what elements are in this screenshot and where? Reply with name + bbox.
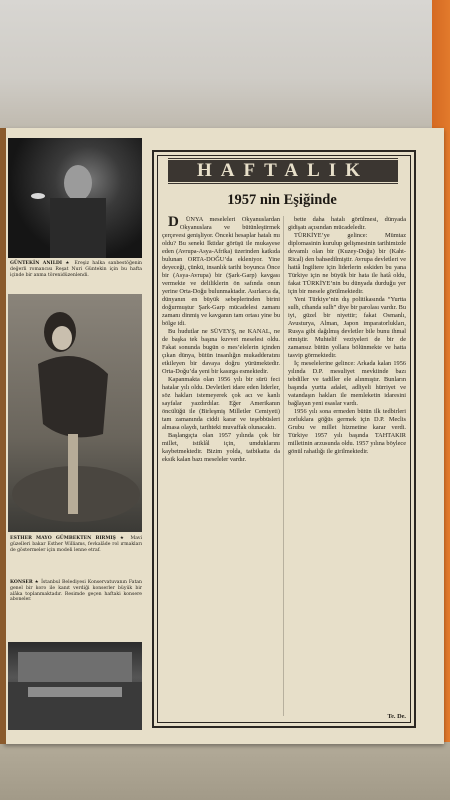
woman-dress	[38, 356, 108, 437]
caption-esther-text: Mavi güzelleri bakar Esther Williams, fevkalâde rol ırmakları de göstermeler için modeli lenne etraf.	[10, 536, 142, 553]
caption-esther: ESTHER MAYO GÜMBEKTEN BIRMIŞ ★ Mavi güzelleri bakar Esther Williams, fevkalâde rol ırmakları de göstermeler için modeli lenne etraf.	[10, 536, 142, 553]
article-column-right	[288, 216, 406, 456]
banner-rule-top	[168, 158, 398, 159]
caption-esther-title: ESTHER MAYO GÜMBEKTEN BIRMIŞ	[10, 536, 116, 541]
article-headline: 1957 nin Eşiğinde	[227, 192, 337, 208]
portrait-head	[64, 165, 92, 201]
caption-gunttekin-text: Ereşiz halka sanbestöğenin değerli romancısı Reşat Nuri Güntekin için bu hafta içinde bir anma törenidüzenlendi.	[10, 261, 142, 278]
caption-gunttekin: GÜNTEKİN ANILDI ★ Ereşiz halka sanbestöğenin değerli romancısı Reşat Nuri Güntekin için bu hafta içinde bir anma törenidüzenlendi.	[10, 261, 142, 278]
article-column-left	[162, 216, 280, 464]
article-paragraph	[162, 216, 280, 328]
article-paragraph: Başlangıçta olan 1957 yılında çok bir millet, istiklâl için, umduklarını kaybetmektedir. Bizim yolda, tatbikatta da eksik kalan bazı meseleler vardır.	[162, 432, 280, 463]
woman-illustration	[8, 294, 142, 532]
caption-konser: KONSER ★ İstanbul Belediyesi Konservatuvanın Fatan genel bir koro ile kanıt verdiği konserler büyük bir alâka toplanmaktadır. Resimde geçen haftaki konsere aboneler.	[10, 580, 142, 603]
concert-orchestra	[28, 687, 122, 697]
woman-leg	[68, 434, 78, 514]
drop-cap: D	[168, 214, 179, 230]
caption-gunttekin-title: GÜNTEKİN ANILDI	[10, 261, 63, 266]
article-paragraph: 1956 yılı sona ermeden bütün ilk tedbirleri zorluklara göğüs germek için D.P. Meclis Grubu ve millet hizmetine karar verdi. Türkiye 1957 yılı başında TAHTAKIR milletinin arzusunda oldu. 1957 yılına böylece gönül rahatlığı ile girilmektedir.	[288, 408, 406, 455]
background-bottom	[0, 742, 450, 800]
photo-concert	[8, 642, 142, 730]
portrait-light	[31, 193, 45, 199]
concert-backdrop	[18, 652, 132, 682]
photo-portrait	[8, 138, 142, 258]
banner-rule-bottom	[168, 183, 398, 184]
column-divider	[283, 216, 284, 716]
article-paragraph: Kapanmakta olan 1956 yılı bir sürü feci hatalar yılı oldu. Devletleri idare eden liderler, söz hakları istemeyerek çok acı ve kanlı sayfalar yazdırdılar. Eğer Amerikanın öncülüğü ile (Birleşmiş Milletler Cemiyeti) tam zamanında ciddi karar ve teşebbüsleri almasa olaydı, tarihteki muvaffak olunacaktı.	[162, 376, 280, 431]
portrait-illustration	[8, 138, 142, 258]
article-frame	[152, 150, 416, 728]
photo-woman	[8, 294, 142, 532]
caption-konser-text: İstanbul Belediyesi Konservatuvanın Fatan genel bir koro ile kanıt verdiği konserler büyük bir alâka toplanmaktadır. Resimde geçen haftaki konsere aboneler.	[10, 580, 142, 603]
article-paragraph: İç meselelerine gelince: Arkada kalan 1956 yılında D.P. mesuliyet mevkiinde bazı tebdiller ve tadiller ele alınmıştır. Bunların başında yurtta adalet, adliyeli hürriyet ve vatandaşın hakları ile memleketin idaresini bağlayan yeni esaslar vardı.	[288, 360, 406, 407]
article-banner: HAFTALIK	[168, 160, 398, 182]
portrait-body	[50, 198, 106, 258]
caption-konser-title: KONSER	[10, 580, 33, 585]
background-top	[0, 0, 450, 130]
paragraph-text: ÜNYA meseleleri Okyanuslardan Okyanuslara ve bütünleştirmek çerçevesi genişliyor. Önceki hesaplar hatalı mı oldu? Bu seneki İktidar görüşü ile mukayese eden (Avrupa-Asya-Afrika) üzerinden katkıda bulunan ORTA-DOĞU’da ekleniyor. Yine deyeceği, çünkü, insanlık tarihi boyunca Önce bir (Asya-Avrupa) bir (Şark-Garp) kavgası vermekte ve deliliklerin ön safında onun yerine Orta-Doğu bulunmaktadır. Asırlarca da, dünyanın en büyük sebeplerinden birini doğurmuştur Şark-Garp mücadelesi zamanı zamanı dinmiş ve kavganın tam ortası yine bu bölge idi.	[162, 216, 280, 327]
article-paragraph: TÜRKİYE’ye gelince: Mümtaz diplomasinin kurulup gelişmesinin tarihimizde devamlı olan bir (Kuzey-Doğu) bir (Kaht-Rical) den bahsedilmiştir. Avrupa devletleri ve hattâ İngiltere için liderlerin eskiden bu yana Türkiye için ne büyük bir hata ile hatâ oldu, fakat TÜRKİYE’nin bu dünyada durduğu yer için bir mesele görülmektedir.	[288, 232, 406, 295]
article-signature: Te. De.	[387, 713, 406, 720]
concert-illustration	[8, 642, 142, 730]
photo-column	[4, 134, 146, 736]
article-paragraph: Yeni Türkiye’nin dış politikasında “Yurtta sulh, cihanda sulh” diye bir parolası vardır. Bu iyi, güzel bir niyettir; fakat Osmanlı, Avusturya, Alman, Japon imparatorlukları, Rusya gibi dağılmış devletler bile bunu ihmal etmiştir. Muhtelif veziyeleri de bir de zamansız bütün yollara bölünmekte ve hatta tasvip görmektedir.	[288, 296, 406, 359]
woman-face	[52, 326, 72, 350]
article-paragraph: bette daha hatalı görülmesi, dünyada gidişatı açısından mücadeledir.	[288, 216, 406, 231]
article-paragraph: Bu hudutlar ne SÜVEYŞ, ne KANAL, ne de başka tek başına kuvvet meselesi oldu. Fakat sonunda bugün o mes’elelerin içinden çıkan dünya, bütün insanlığın mukadderatını etkileyen bir davaya doğru yürümektedir. Orta-Doğu’da yeni bir kasırga esmektedir.	[162, 328, 280, 375]
